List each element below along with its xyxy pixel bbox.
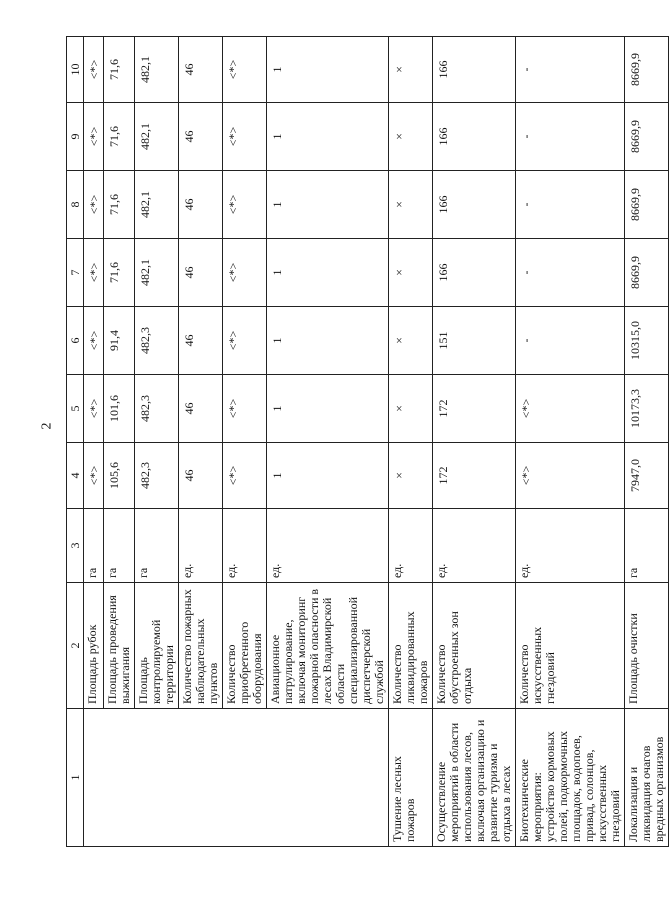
indicators-table: [66, 36, 669, 847]
value-cell: 482,1: [135, 103, 179, 171]
value-cell: <*>: [223, 37, 267, 103]
value-cell: ×: [389, 171, 433, 239]
value-cell: <*>: [84, 37, 104, 103]
value-cell: 1: [267, 37, 389, 103]
value-cell: 1: [267, 171, 389, 239]
value-cell: 71,6: [104, 37, 135, 103]
group-cell: [84, 709, 389, 847]
value-cell: <*>: [223, 307, 267, 375]
page-number: 2: [39, 422, 55, 430]
indicator-cell: Площадь проведения выжигания: [104, 583, 135, 709]
value-cell: -: [516, 239, 625, 307]
value-cell: <*>: [223, 375, 267, 443]
value-cell: <*>: [516, 443, 625, 509]
header-cell: 4: [67, 443, 84, 509]
unit-cell: га: [135, 509, 179, 583]
value-cell: 46: [179, 37, 223, 103]
value-cell: 46: [179, 171, 223, 239]
indicator-cell: Количество искусственных гнездовий: [516, 583, 625, 709]
table-row: [84, 37, 104, 847]
value-cell: <*>: [84, 171, 104, 239]
header-cell: 2: [67, 583, 84, 709]
unit-cell: ед.: [516, 509, 625, 583]
header-cell: 3: [67, 509, 84, 583]
value-cell: 7947,0: [625, 443, 669, 509]
value-cell: 166: [433, 103, 516, 171]
unit-cell: ед.: [179, 509, 223, 583]
indicator-cell: Количество пожарных наблюдательных пунктов: [179, 583, 223, 709]
value-cell: 482,3: [135, 307, 179, 375]
value-cell: <*>: [223, 103, 267, 171]
unit-cell: ед.: [223, 509, 267, 583]
value-cell: 1: [267, 239, 389, 307]
value-cell: 172: [433, 375, 516, 443]
table-wrapper: [66, 37, 666, 847]
value-cell: 71,6: [104, 103, 135, 171]
table-row: [516, 37, 625, 847]
header-cell: 9: [67, 103, 84, 171]
header-cell: 6: [67, 307, 84, 375]
header-row: [67, 37, 84, 847]
value-cell: <*>: [516, 375, 625, 443]
unit-cell: ед.: [267, 509, 389, 583]
header-cell: 1: [67, 709, 84, 847]
value-cell: 1: [267, 103, 389, 171]
value-cell: 482,1: [135, 239, 179, 307]
value-cell: 151: [433, 307, 516, 375]
indicator-cell: Площадь контролируемой территории: [135, 583, 179, 709]
value-cell: 71,6: [104, 171, 135, 239]
value-cell: <*>: [84, 375, 104, 443]
value-cell: <*>: [84, 307, 104, 375]
value-cell: 482,1: [135, 37, 179, 103]
value-cell: -: [516, 307, 625, 375]
value-cell: 46: [179, 307, 223, 375]
value-cell: 1: [267, 375, 389, 443]
unit-cell: ед.: [389, 509, 433, 583]
value-cell: 101,6: [104, 375, 135, 443]
value-cell: 8669,9: [625, 239, 669, 307]
value-cell: 172: [433, 443, 516, 509]
value-cell: 46: [179, 443, 223, 509]
value-cell: 46: [179, 103, 223, 171]
indicator-cell: Количество приобретенного оборудования: [223, 583, 267, 709]
value-cell: ×: [389, 307, 433, 375]
value-cell: ×: [389, 443, 433, 509]
unit-cell: га: [84, 509, 104, 583]
value-cell: 1: [267, 443, 389, 509]
value-cell: 46: [179, 239, 223, 307]
value-cell: 10173,3: [625, 375, 669, 443]
value-cell: 8669,9: [625, 37, 669, 103]
unit-cell: ед.: [433, 509, 516, 583]
value-cell: -: [516, 171, 625, 239]
header-cell: 7: [67, 239, 84, 307]
value-cell: <*>: [223, 443, 267, 509]
indicator-cell: Количество обустроенных зон отдыха: [433, 583, 516, 709]
value-cell: 482,3: [135, 375, 179, 443]
value-cell: 482,1: [135, 171, 179, 239]
value-cell: <*>: [84, 443, 104, 509]
group-cell: Тушение лесных пожаров: [389, 709, 433, 847]
value-cell: 166: [433, 171, 516, 239]
value-cell: 166: [433, 239, 516, 307]
value-cell: ×: [389, 239, 433, 307]
indicator-cell: Площадь рубок: [84, 583, 104, 709]
value-cell: 71,6: [104, 239, 135, 307]
value-cell: 166: [433, 37, 516, 103]
value-cell: 1: [267, 307, 389, 375]
value-cell: ×: [389, 37, 433, 103]
header-cell: 10: [67, 37, 84, 103]
group-cell: Осуществление мероприятий в области использования лесов, включая организацию и развитие туризма и отдыха в лесах: [433, 709, 516, 847]
value-cell: 46: [179, 375, 223, 443]
table-row: [433, 37, 516, 847]
value-cell: 482,3: [135, 443, 179, 509]
value-cell: 91,4: [104, 307, 135, 375]
value-cell: ×: [389, 375, 433, 443]
value-cell: -: [516, 37, 625, 103]
value-cell: <*>: [223, 239, 267, 307]
header-cell: 8: [67, 171, 84, 239]
group-cell: Биотехнические мероприятия: устройство кормовых полей, подкормочных площадок, водопоев, привад, солонцов, искусственных гнездовий: [516, 709, 625, 847]
table-row: [389, 37, 433, 847]
value-cell: 105,6: [104, 443, 135, 509]
group-cell: Локализация и ликвидация очагов вредных организмов: [625, 709, 669, 847]
indicator-cell: Площадь очистки: [625, 583, 669, 709]
value-cell: 8669,9: [625, 103, 669, 171]
value-cell: <*>: [84, 103, 104, 171]
value-cell: ×: [389, 103, 433, 171]
value-cell: 10315,0: [625, 307, 669, 375]
unit-cell: га: [104, 509, 135, 583]
value-cell: -: [516, 103, 625, 171]
header-cell: 5: [67, 375, 84, 443]
value-cell: 8669,9: [625, 171, 669, 239]
rotated-table-container: [66, 37, 666, 847]
indicator-cell: Авиационное патрулирование, включая мониторинг пожарной опасности в лесах Владимирской области специализированной диспетчерской службой: [267, 583, 389, 709]
table-row: [625, 37, 669, 847]
value-cell: <*>: [223, 171, 267, 239]
value-cell: <*>: [84, 239, 104, 307]
indicator-cell: Количество ликвидированных пожаров: [389, 583, 433, 709]
unit-cell: га: [625, 509, 669, 583]
